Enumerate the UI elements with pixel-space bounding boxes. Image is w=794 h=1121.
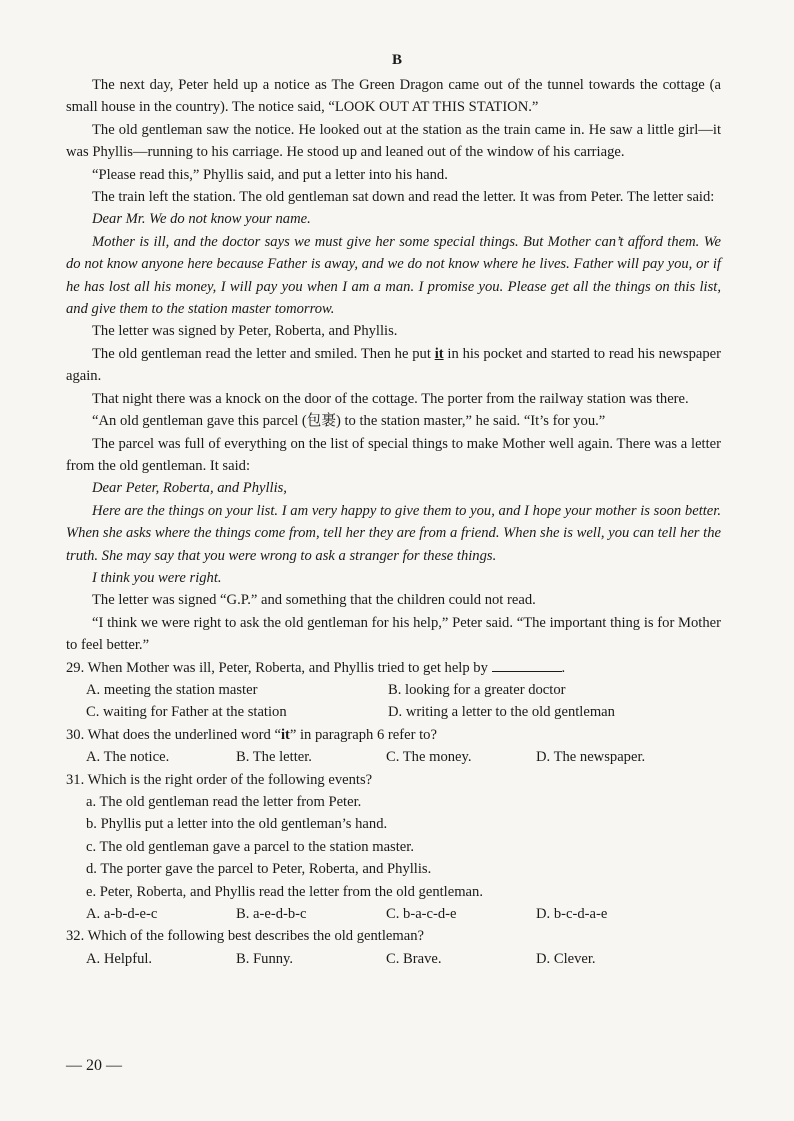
- q32-option-d[interactable]: D. Clever.: [536, 950, 596, 967]
- q31-options: [66, 903, 721, 925]
- paragraph-7: That night there was a knock on the door of the cottage. The porter from the railway station was there.: [92, 390, 689, 407]
- letter2-body: Here are the things on your list. I am very happy to give them to you, and I hope your mother is soon better. When she asks where the things come from, tell her they are from a friend. When she is well, you can tell her the truth. She may say that you were wrong to ask a stranger for these things.: [66, 502, 721, 564]
- q31-option-d[interactable]: D. b-c-d-a-e: [536, 906, 608, 923]
- q31-option-c[interactable]: C. b-a-c-d-e: [386, 906, 457, 923]
- page-number: — 20 —: [66, 1057, 122, 1074]
- q31-event-b: b. Phyllis put a letter into the old gentleman’s hand.: [86, 816, 388, 833]
- q29-option-c[interactable]: C. waiting for Father at the station: [86, 704, 287, 721]
- q30-option-a[interactable]: A. The notice.: [86, 749, 170, 766]
- paragraph-5: The letter was signed by Peter, Roberta, and Phyllis.: [92, 323, 398, 340]
- q31-event-a: a. The old gentleman read the letter from Peter.: [86, 794, 362, 810]
- paragraph-8: “An old gentleman gave this parcel (包裹) to the station master,” he said. “It’s for you.”: [92, 413, 606, 430]
- q31-event-e: e. Peter, Roberta, and Phyllis read the letter from the old gentleman.: [86, 883, 483, 900]
- p6-after: in his pocket and started to read his newspaper again.: [66, 345, 722, 385]
- question-30: [66, 724, 721, 746]
- p6-before: The old gentleman read the letter and smiled. Then he put: [92, 345, 435, 362]
- letter1-body: Mother is ill, and the doctor says we must give her some special things. But Mother can’t afford them. We do not know anyone here because Father is away, and we do not know where he lives. Father will pay you, or if he has lost all his money, I will pay you when I am a man. I promise you. Please get all the things on this list, and give them to the station master tomorrow.: [66, 233, 721, 318]
- q30-option-c[interactable]: C. The money.: [386, 749, 472, 766]
- q30-option-d[interactable]: D. The newspaper.: [536, 749, 646, 766]
- q30-option-b[interactable]: B. The letter.: [236, 749, 312, 766]
- letter2-salutation: Dear Peter, Roberta, and Phyllis,: [92, 480, 287, 497]
- question-29: [66, 657, 721, 679]
- paragraph-2: The old gentleman saw the notice. He looked out at the station as the train came in. He saw a little girl—it was Phyllis—running to his carriage. He stood up and leaned out of the window of his carriage.: [66, 121, 721, 161]
- q29-stem: 29. When Mother was ill, Peter, Roberta, and Phyllis tried to get help by: [66, 659, 488, 676]
- paragraph-6: [66, 343, 721, 388]
- section-title: B: [391, 52, 402, 68]
- q30-options: [66, 746, 721, 768]
- q31-option-a[interactable]: A. a-b-d-e-c: [86, 906, 158, 923]
- q29-end: .: [561, 659, 566, 676]
- q32-options: [66, 948, 721, 970]
- paragraph-4: The train left the station. The old gentleman sat down and read the letter. It was from Peter. The letter said:: [92, 189, 715, 206]
- q31-event-c: c. The old gentleman gave a parcel to the station master.: [86, 838, 414, 855]
- paragraph-11: “I think we were right to ask the old gentleman for his help,” Peter said. “The important thing is for Mother to feel better.”: [66, 614, 721, 654]
- paragraph-1: The next day, Peter held up a notice as The Green Dragon came out of the tunnel towards the cottage (a small house in the country). The notice said, “LOOK OUT AT THIS STATION.”: [66, 77, 721, 116]
- underlined-word-it: it: [434, 345, 444, 362]
- q29-option-a[interactable]: A. meeting the station master: [86, 681, 258, 698]
- q31-option-b[interactable]: B. a-e-d-b-c: [236, 906, 307, 923]
- letter1-salutation: Dear Mr. We do not know your name.: [92, 211, 311, 228]
- q29-options: [66, 679, 721, 724]
- q31-event-d: d. The porter gave the parcel to Peter, Roberta, and Phyllis.: [86, 861, 432, 878]
- q32-option-b[interactable]: B. Funny.: [236, 950, 294, 967]
- paragraph-3: “Please read this,” Phyllis said, and put a letter into his hand.: [92, 166, 448, 183]
- paragraph-9: The parcel was full of everything on the list of special things to make Mother well again. There was a letter from the old gentleman. It said:: [66, 435, 721, 474]
- q32-option-a[interactable]: A. Helpful.: [86, 950, 153, 967]
- question-32: 32. Which of the following best describes the old gentleman?: [66, 928, 424, 945]
- question-31: 31. Which is the right order of the following events?: [66, 771, 373, 788]
- reading-passage: [66, 74, 721, 970]
- q30-word: it: [280, 726, 290, 743]
- letter2-close: I think you were right.: [92, 569, 222, 586]
- q32-option-c[interactable]: C. Brave.: [386, 950, 442, 967]
- q29-option-b[interactable]: B. looking for a greater doctor: [388, 681, 566, 698]
- answer-blank: [492, 657, 562, 672]
- q30-stem-after: ” in paragraph 6 refer to?: [289, 726, 437, 743]
- q29-option-d[interactable]: D. writing a letter to the old gentleman: [388, 704, 615, 721]
- q30-stem-before: 30. What does the underlined word “: [66, 726, 281, 743]
- paragraph-10: The letter was signed “G.P.” and something that the children could not read.: [92, 592, 536, 609]
